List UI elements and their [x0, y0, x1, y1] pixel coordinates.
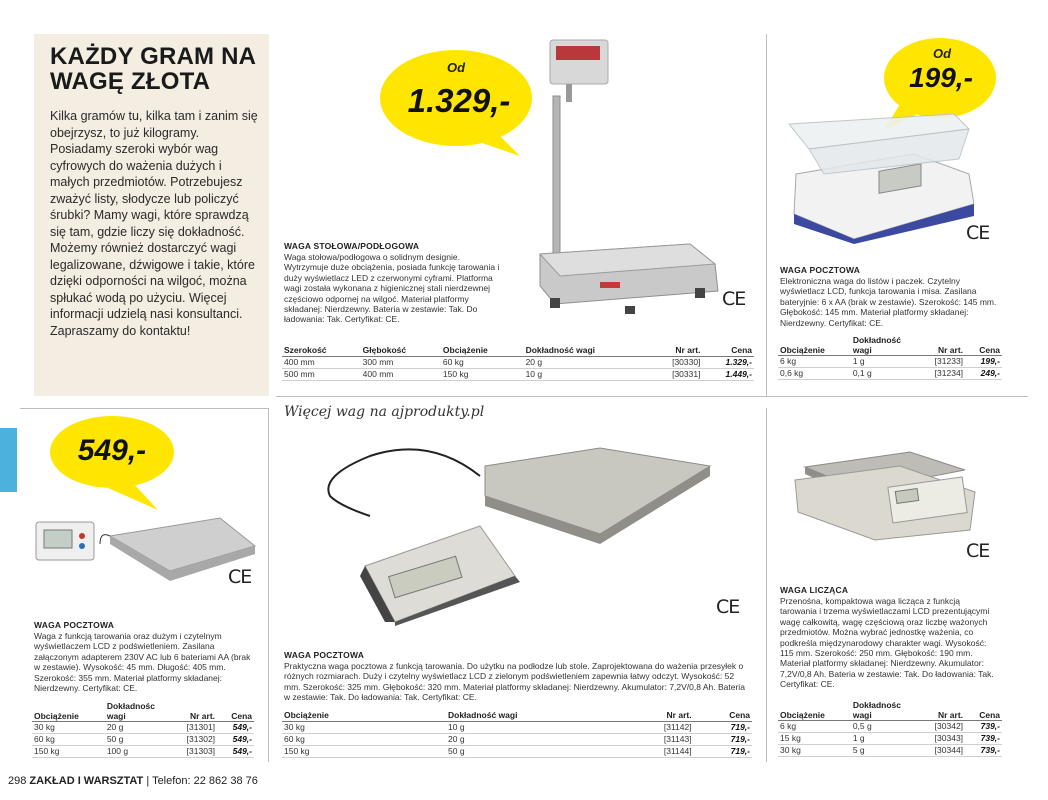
- cell: 50 g: [105, 734, 169, 746]
- price-cell: 739,-: [965, 733, 1002, 745]
- cell: 30 kg: [32, 722, 105, 734]
- cell: [31234]: [917, 368, 965, 380]
- price-cell: 249,-: [965, 368, 1002, 380]
- spec-table: [282, 711, 752, 758]
- cell: 400 mm: [282, 356, 361, 368]
- price-cell: 1.329,-: [702, 356, 754, 368]
- col-header: Dokładność wagi: [446, 711, 619, 721]
- cell: 10 g: [446, 721, 619, 733]
- col-header: Cena: [217, 702, 254, 722]
- cell: 500 mm: [282, 368, 361, 380]
- product-description: Praktyczna waga pocztowa z funkcją tarowania. Do użytku na podłodze lub stole. Zaprojektowana do ważenia przesyłek o różnych rozmiarach. Duży i czytelny wyświetlacz LCD z zielonym podświetleniem zapewnia łatwy odczyt. Wysokość: 52 mm. Szerokość: 325 mm. Głębokość: 320 mm. Materiał platformy składanej: Nierdzewny. Akumulator: 7,2V/0,8 Ah. Bateria w zestawie: Tak. Do ładowania: Tak. Certyfikat: CE.: [284, 661, 745, 703]
- cell: 0,5 g: [851, 721, 917, 733]
- cell: [31142]: [619, 721, 694, 733]
- price-cell: 1.449,-: [702, 368, 754, 380]
- cell: [30343]: [917, 733, 965, 745]
- cell: [30342]: [917, 721, 965, 733]
- divider: [20, 408, 268, 409]
- col-header: Nr art.: [917, 701, 965, 721]
- table-row: [778, 721, 1002, 733]
- cell: [30331]: [648, 368, 703, 380]
- spec-table: [778, 336, 1002, 380]
- ce-mark: CE: [966, 540, 990, 562]
- cell: [31144]: [619, 745, 694, 757]
- col-header: Obciążenie: [778, 336, 851, 356]
- divider: [276, 396, 1028, 397]
- product-title: WAGA POCZTOWA: [34, 620, 115, 630]
- table-row: [32, 722, 254, 734]
- col-header: Cena: [702, 346, 754, 356]
- product-title: WAGA STOŁOWA/PODŁOGOWA: [284, 241, 420, 251]
- col-header: Nr art.: [619, 711, 694, 721]
- footer-separator: |: [146, 775, 150, 787]
- table-row: [282, 721, 752, 733]
- cell: [31233]: [917, 356, 965, 368]
- cell: 400 mm: [361, 368, 441, 380]
- cell: 1 g: [851, 356, 917, 368]
- product-title: WAGA POCZTOWA: [780, 265, 861, 275]
- cell: 6 kg: [778, 356, 851, 368]
- table-row: [778, 733, 1002, 745]
- price-cell: 739,-: [965, 721, 1002, 733]
- cell: 10 g: [524, 368, 648, 380]
- cell: 20 g: [446, 733, 619, 745]
- col-header: Obciążenie: [282, 711, 446, 721]
- table-row: [778, 368, 1002, 380]
- col-header: Głębokość: [361, 346, 441, 356]
- col-header: Nr art.: [648, 346, 703, 356]
- cell: [31302]: [169, 734, 217, 746]
- price-cell: 549,-: [217, 734, 254, 746]
- page-number: 298: [8, 775, 27, 787]
- section-name: ZAKŁAD I WARSZTAT: [29, 775, 144, 787]
- cell: 30 kg: [282, 721, 446, 733]
- table-row: [282, 368, 754, 380]
- cell: 150 kg: [32, 746, 105, 758]
- cell: 0,1 g: [851, 368, 917, 380]
- product-title: WAGA POCZTOWA: [284, 650, 365, 660]
- col-header: Dokładność wagi: [524, 346, 648, 356]
- product-description: Waga z funkcją tarowania oraz dużym i czytelnym wyświetlaczem LCD z podświetleniem. Zasilana załączonym adapterem 230V AC lub 6 bateriami AA (brak w zestawie). Wysokość: 45 mm. Długość: 405 mm. Szerokość: 355 mm. Materiał platformy składanej: Nierdzewny. Certyfikat: CE.: [34, 631, 251, 694]
- price-cell: 719,-: [694, 745, 752, 757]
- product-description: Przenośna, kompaktowa waga licząca z funkcją tarowania i trzema wyświetlaczami LCD prezentującymi wagę całkowitą, wagę częściową oraz liczbę ważonych przedmiotów. Można wybrać jednostkę ważenia, co podkreśla międzynarodowy charakter wagi. Wysokość: 115 mm. Szerokość: 250 mm. Głębokość: 190 mm. Materiał platformy składanej: Nierdzewny. Akumulator: 7,2V/0,8 Ah. Bateria w zestawie: Tak. Do ładowania: Tak. Certyfikat: CE.: [780, 596, 994, 690]
- cell: [31143]: [619, 733, 694, 745]
- col-header: Nr art.: [169, 702, 217, 722]
- cell: [30344]: [917, 745, 965, 757]
- price-cell: 199,-: [965, 356, 1002, 368]
- table-row: [282, 356, 754, 368]
- ce-mark: CE: [722, 288, 746, 310]
- divider: [268, 408, 269, 762]
- bubble-price: 1.329,-: [407, 82, 511, 119]
- product-description: Waga stołowa/podłogowa o solidnym designie. Wytrzymuje duże obciążenia, posiada funkcję tarowania i duży wyświetlacz LED z czerwonymi cyframi. Platforma wagi została wykonana z higienicznej stali nierdzewnej częściowo odpornej na wilgoć. Materiał platformy składanej: Nierdzewny. Bateria w zestawie: Tak. Do ładowania: Tak. Certyfikat: CE.: [284, 252, 500, 325]
- cell: 60 kg: [32, 734, 105, 746]
- postal-scale-large-image: [310, 436, 720, 626]
- ce-mark: CE: [966, 222, 990, 244]
- ce-mark: CE: [228, 566, 252, 588]
- product-description: Elektroniczna waga do listów i paczek. Czytelny wyświetlacz LCD, funkcja tarowania i misa. Zasilana bateryjnie: 6 x AA (brak w zestawie). Szerokość: 145 mm. Głębokość: 145 mm. Materiał platformy składanej: Nierdzewny. Certyfikat: CE.: [780, 276, 997, 328]
- product-title: WAGA LICZĄCA: [780, 585, 849, 595]
- table-row: [32, 746, 254, 758]
- cell: 20 g: [105, 722, 169, 734]
- page-footer: [8, 775, 258, 787]
- price-bubble: [378, 46, 538, 158]
- spec-table: [778, 701, 1002, 757]
- col-header: Dokładność wagi: [851, 336, 917, 356]
- price-cell: 549,-: [217, 746, 254, 758]
- bubble-prefix: Od: [932, 46, 952, 61]
- footer-phone: Telefon: 22 862 38 76: [152, 775, 258, 787]
- cell: 100 g: [105, 746, 169, 758]
- col-header: Nr art.: [917, 336, 965, 356]
- cell: 300 mm: [361, 356, 441, 368]
- cell: [31303]: [169, 746, 217, 758]
- cell: 5 g: [851, 745, 917, 757]
- divider: [766, 34, 767, 396]
- table-row: [282, 733, 752, 745]
- col-header: Dokładnośc wagi: [851, 701, 917, 721]
- handwritten-note: Więcej wag na ajprodukty.pl: [284, 404, 485, 420]
- cell: 60 kg: [441, 356, 524, 368]
- price-cell: 739,-: [965, 745, 1002, 757]
- cell: 15 kg: [778, 733, 851, 745]
- intro-title: KAŻDY GRAM NA WAGĘ ZŁOTA: [50, 43, 256, 95]
- col-header: Cena: [965, 336, 1002, 356]
- price-cell: 719,-: [694, 733, 752, 745]
- col-header: Szerokość: [282, 346, 361, 356]
- cell: 150 kg: [282, 745, 446, 757]
- table-scale-image: [530, 36, 730, 316]
- table-row: [778, 356, 1002, 368]
- table-row: [32, 734, 254, 746]
- table-row: [282, 745, 752, 757]
- cell: 1 g: [851, 733, 917, 745]
- spec-table: [32, 702, 254, 758]
- cell: 6 kg: [778, 721, 851, 733]
- table-row: [778, 745, 1002, 757]
- counting-scale-image: [790, 432, 980, 542]
- price-cell: 719,-: [694, 721, 752, 733]
- postal-scale-small-image: [30, 496, 260, 596]
- bubble-price: 199,-: [909, 62, 973, 93]
- bubble-price: 549,-: [77, 434, 147, 467]
- cell: 60 kg: [282, 733, 446, 745]
- intro-text: Kilka gramów tu, kilka tam i zanim się obejrzysz, to już kilogramy. Posiadamy szeroki wybór wag cyfrowych do ważenia dużych i małych przedmiotów. Potrzebujesz zważyć listy, słodycze lub policzyć śrubki? Mamy wagi, które sprawdzą się tam, gdzie liczy się dokładność. Możemy również dostarczyć wagi legalizowane, dźwigowe i takie, które dzięki odporności na wilgoć, można spłukać wodą po użyciu. Więcej informacji udzielą nasi konsultanci. Zapraszamy do kontaktu!: [50, 109, 258, 338]
- col-header: Cena: [965, 701, 1002, 721]
- section-tab: [0, 428, 17, 492]
- cell: [30330]: [648, 356, 703, 368]
- col-header: Dokładnośc wagi: [105, 702, 169, 722]
- col-header: Cena: [694, 711, 752, 721]
- col-header: Obciążenie: [32, 702, 105, 722]
- divider: [766, 408, 767, 762]
- bubble-prefix: Od: [446, 60, 466, 75]
- letter-scale-image: [784, 104, 974, 244]
- cell: 50 g: [446, 745, 619, 757]
- cell: [31301]: [169, 722, 217, 734]
- spec-table: [282, 346, 754, 381]
- ce-mark: CE: [716, 596, 740, 618]
- price-cell: 549,-: [217, 722, 254, 734]
- cell: 150 kg: [441, 368, 524, 380]
- cell: 30 kg: [778, 745, 851, 757]
- intro-box: [34, 34, 269, 396]
- col-header: Obciążenie: [441, 346, 524, 356]
- cell: 0,6 kg: [778, 368, 851, 380]
- col-header: Obciążenie: [778, 701, 851, 721]
- cell: 20 g: [524, 356, 648, 368]
